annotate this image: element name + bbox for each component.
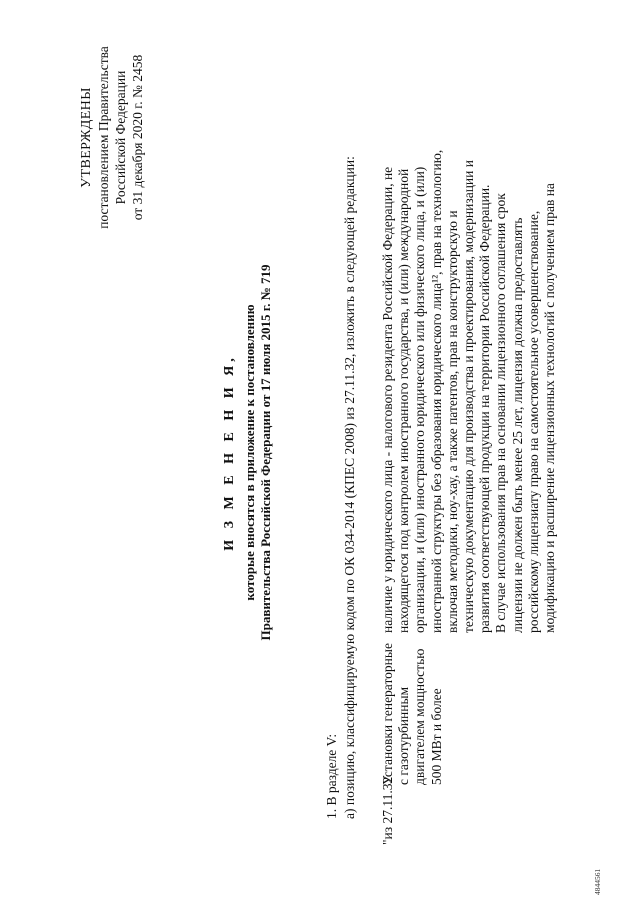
section-heading: 1. В разделе V: bbox=[324, 733, 339, 819]
table-code-cell: "из 27.11.32 bbox=[380, 776, 395, 845]
table-name-cell bbox=[380, 643, 445, 785]
description-line: организации, и (или) иностранного юридического или физического лица, и (или) bbox=[412, 166, 428, 633]
name-line: двигателем мощностью bbox=[412, 648, 428, 785]
approval-line-1: постановлением Правительства bbox=[96, 46, 111, 229]
heading-subtitle-2: Правительства Российской Федерации от 17 июля 2015 г. № 719 bbox=[258, 264, 273, 641]
description-line: модификацию и расширение лицензионных технологий с получением прав на bbox=[542, 183, 558, 633]
approval-block bbox=[78, 10, 146, 265]
approval-line-3: от 31 декабря 2020 г. № 2458 bbox=[130, 54, 145, 221]
heading-title: И З М Е Н Е Н И Я, bbox=[222, 354, 237, 551]
heading-subtitle-1: которые вносятся в приложение к постановлению bbox=[242, 304, 257, 601]
document-id: 4844561 bbox=[593, 868, 602, 895]
document-heading bbox=[218, 0, 274, 905]
description-line: находящегося под контролем иностранного государства, и (или) международной bbox=[396, 168, 412, 633]
name-line: 500 МВт и более bbox=[428, 688, 444, 785]
description-line: иностранной структуры без образования юридического лица¹², прав на технологию, bbox=[428, 149, 444, 633]
description-line: развития соответствующей продукции на территории Российской Федерации. bbox=[477, 184, 493, 633]
description-line: наличие у юридического лица - налогового резидента Российской Федерации, не bbox=[380, 166, 395, 633]
name-line: с газотурбинным bbox=[396, 686, 412, 785]
name-line: Установки генераторные bbox=[380, 643, 395, 785]
item-a-text: а) позицию, классифицируемую кодом по ОК 034-2014 (КПЕС 2008) из 27.11.32, изложить в следующей редакции: bbox=[342, 156, 357, 819]
description-line: российскому лицензиату право на самостоятельное усовершенствование, bbox=[525, 210, 541, 633]
table-description-cell bbox=[380, 150, 558, 633]
description-line: включая методики, ноу-хау, а также патентов, прав на конструкторскую и bbox=[444, 210, 460, 633]
description-line: техническую документацию для производства и проектирования, модернизации и bbox=[461, 160, 477, 633]
approval-line-2: Российской Федерации bbox=[113, 70, 128, 205]
description-line: лицензии не должен быть менее 25 лет, лицензия должна предоставлять bbox=[509, 217, 525, 633]
approval-title: УТВЕРЖДЕНЫ bbox=[79, 87, 94, 188]
description-line: В случае использования прав на основании лицензионного соглашения срок bbox=[493, 193, 509, 633]
